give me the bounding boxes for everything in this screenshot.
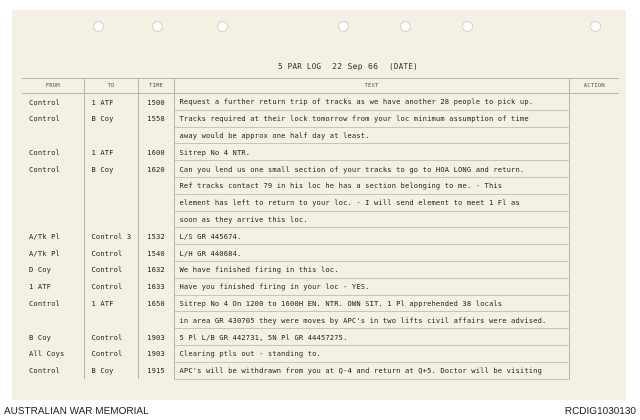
table-row [22, 94, 619, 111]
action-cell [569, 312, 619, 329]
from-cell [22, 127, 84, 144]
action-cell [569, 177, 619, 194]
table-row [22, 278, 619, 295]
message-text-cell: Can you lend us one small section of your tracks to go to HOA LONG and return. [174, 161, 569, 178]
from-cell: D Coy [22, 261, 84, 278]
time-cell [138, 194, 174, 211]
time-cell: 1903 [138, 345, 174, 362]
table-row [22, 177, 619, 194]
message-text-cell: Ref tracks contact 79 in his loc he has a section belonging to me. - This [174, 177, 569, 194]
time-cell: 1915 [138, 362, 174, 379]
to-cell: B Coy [84, 110, 138, 127]
to-cell: Control [84, 261, 138, 278]
table-row [22, 127, 619, 144]
archive-name: AUSTRALIAN WAR MEMORIAL [4, 406, 149, 417]
table-row [22, 161, 619, 178]
to-cell: B Coy [84, 161, 138, 178]
time-cell [138, 177, 174, 194]
message-text-cell: Clearing ptls out - standing to. [174, 345, 569, 362]
log-date: 22 Sep 66 [332, 62, 379, 71]
punch-hole [462, 21, 473, 32]
from-cell [22, 211, 84, 228]
from-cell: Control [22, 144, 84, 161]
punch-hole [93, 21, 104, 32]
message-text-cell: Have you finished firing in your loc - YES. [174, 278, 569, 295]
action-cell [569, 245, 619, 262]
action-cell [569, 194, 619, 211]
time-cell: 1650 [138, 295, 174, 312]
message-text-cell: APC's will be withdrawn from you at Q-4 and return at Q+5. Doctor will be visiting [174, 362, 569, 379]
time-cell: 1600 [138, 144, 174, 161]
table-row [22, 295, 619, 312]
from-cell [22, 312, 84, 329]
time-cell [138, 127, 174, 144]
from-cell: Control [22, 295, 84, 312]
action-cell [569, 261, 619, 278]
action-cell [569, 278, 619, 295]
action-cell [569, 127, 619, 144]
to-cell: Control [84, 345, 138, 362]
punch-hole [400, 21, 411, 32]
time-cell: 1903 [138, 329, 174, 346]
table-row [22, 261, 619, 278]
from-cell: B Coy [22, 329, 84, 346]
date-caption: (DATE) [389, 62, 418, 71]
message-text-cell: element has left to return to your loc. - I will send element to meet 1 Fl as [174, 194, 569, 211]
time-cell: 1532 [138, 228, 174, 245]
action-cell [569, 295, 619, 312]
from-cell: Control [22, 110, 84, 127]
table-row [22, 110, 619, 127]
message-text-cell: We have finished firing in this loc. [174, 261, 569, 278]
message-text-cell: 5 Pl L/B GR 442731, 5N Pl GR 44457275. [174, 329, 569, 346]
table-row [22, 329, 619, 346]
to-cell [84, 312, 138, 329]
message-text-cell: in area GR 430705 they were moves by APC's in two lifts civil affairs were advised. [174, 312, 569, 329]
archive-reference: RCDIG1030130 [564, 406, 636, 417]
from-cell: All Coys [22, 345, 84, 362]
from-cell: 1 ATF [22, 278, 84, 295]
time-cell: 1633 [138, 278, 174, 295]
from-cell [22, 194, 84, 211]
table-row [22, 211, 619, 228]
to-cell: 1 ATF [84, 94, 138, 111]
from-cell [22, 177, 84, 194]
to-cell: Control [84, 245, 138, 262]
to-cell: 1 ATF [84, 144, 138, 161]
to-cell: Control [84, 329, 138, 346]
action-cell [569, 345, 619, 362]
time-cell: 1632 [138, 261, 174, 278]
message-text-cell: Sitrep No 4 On 1200 to 1600H EN. NTR. OWN SIT. 1 Pl apprehended 38 locals [174, 295, 569, 312]
message-text-cell: L/H GR 440684. [174, 245, 569, 262]
table-body [22, 94, 619, 380]
punch-hole [590, 21, 601, 32]
table-row [22, 245, 619, 262]
to-cell: Control 3 [84, 228, 138, 245]
table-row [22, 194, 619, 211]
table-row [22, 362, 619, 379]
from-cell: A/Tk Pl [22, 228, 84, 245]
message-text-cell: Request a further return trip of tracks as we have another 28 people to pick up. [174, 94, 569, 111]
to-cell: B Coy [84, 362, 138, 379]
punch-hole [217, 21, 228, 32]
unit-name: 5 PAR LOG [278, 62, 322, 71]
to-cell [84, 211, 138, 228]
signal-log-table [22, 78, 619, 380]
punch-hole [152, 21, 163, 32]
time-cell: 1620 [138, 161, 174, 178]
table-row [22, 312, 619, 329]
action-cell [569, 362, 619, 379]
action-cell [569, 161, 619, 178]
table-row [22, 228, 619, 245]
archive-footer [0, 403, 640, 420]
message-text-cell: Sitrep No 4 NTR. [174, 144, 569, 161]
to-cell [84, 127, 138, 144]
message-text-cell: L/S GR 445674. [174, 228, 569, 245]
time-cell: 1540 [138, 245, 174, 262]
action-cell [569, 110, 619, 127]
time-cell: 1558 [138, 110, 174, 127]
time-cell [138, 211, 174, 228]
to-cell [84, 177, 138, 194]
action-cell [569, 211, 619, 228]
action-cell [569, 94, 619, 111]
from-cell: Control [22, 362, 84, 379]
table-row [22, 144, 619, 161]
to-cell: 1 ATF [84, 295, 138, 312]
action-cell [569, 144, 619, 161]
log-header [278, 62, 424, 71]
time-cell: 1500 [138, 94, 174, 111]
col-header-to: TO [84, 79, 138, 94]
table-row [22, 345, 619, 362]
to-cell [84, 194, 138, 211]
action-cell [569, 228, 619, 245]
message-text-cell: away would be approx one half day at least. [174, 127, 569, 144]
to-cell: Control [84, 278, 138, 295]
message-text-cell: Tracks required at their lock tomorrow from your loc minimum assumption of time [174, 110, 569, 127]
time-cell [138, 312, 174, 329]
from-cell: A/Tk Pl [22, 245, 84, 262]
col-header-action: ACTION [569, 79, 619, 94]
from-cell: Control [22, 94, 84, 111]
col-header-text: TEXT [174, 79, 569, 94]
action-cell [569, 329, 619, 346]
punch-hole [338, 21, 349, 32]
col-header-time: TIME [138, 79, 174, 94]
message-text-cell: soon as they arrive this loc. [174, 211, 569, 228]
from-cell: Control [22, 161, 84, 178]
table-head [22, 79, 619, 94]
col-header-from: FROM [22, 79, 84, 94]
